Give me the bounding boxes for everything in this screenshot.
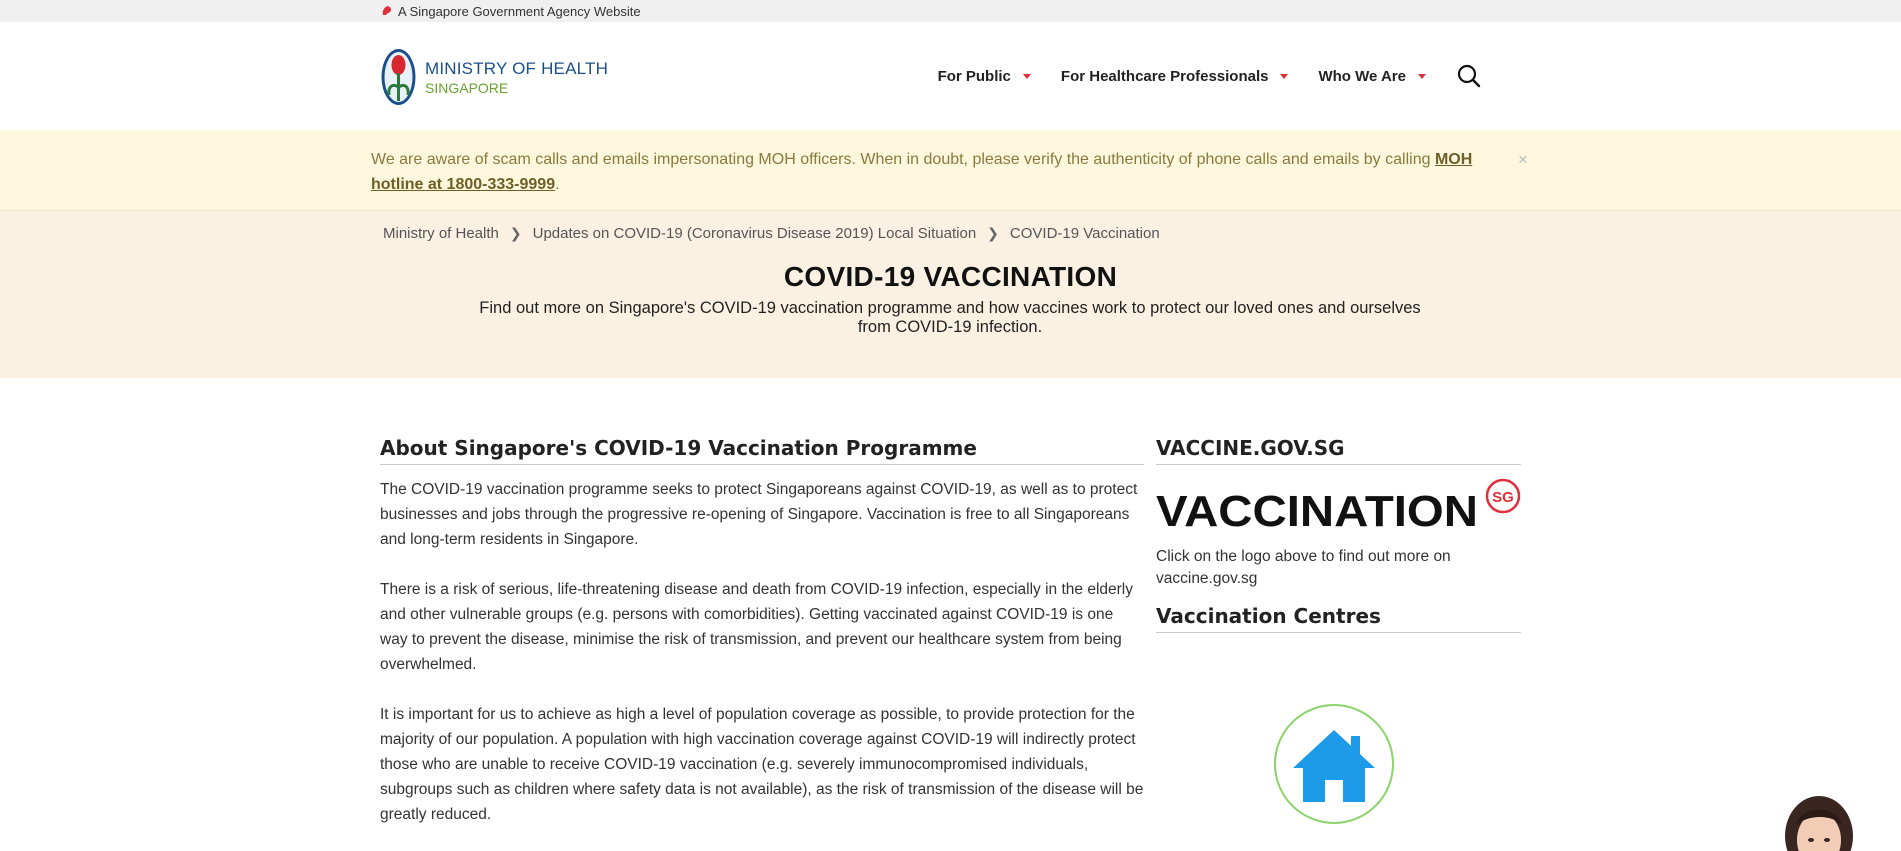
- moh-emblem-icon: [380, 47, 417, 107]
- section-heading: About Singapore's COVID-19 Vaccination Programme: [380, 436, 1144, 465]
- sidebar-heading: VACCINE.GOV.SG: [1156, 436, 1521, 465]
- assistant-avatar-icon: [1778, 796, 1860, 851]
- masthead-text: A Singapore Government Agency Website: [398, 3, 641, 19]
- logo-caption: Click on the logo above to find out more on vaccine.gov.sg: [1156, 548, 1451, 587]
- vaccination-centres-link[interactable]: [1274, 704, 1394, 824]
- breadcrumb-item-current: COVID-19 Vaccination: [1009, 225, 1160, 242]
- paragraph: There is a risk of serious, life-threatening disease and death from COVID-19 infection, especially in the elderly and other vulnerable groups (e.g. persons with comorbidities). Getting vaccinated against COVID-19 is one way to prevent the disease, minimise the risk of transmission, and prevent our healthcare system from being overwhelmed.: [380, 581, 1133, 673]
- breadcrumb-item-moh[interactable]: Ministry of Health: [383, 225, 499, 242]
- centres-heading: Vaccination Centres: [1156, 604, 1521, 633]
- chevron-right-icon: ❯: [509, 225, 522, 241]
- main-content: [0, 378, 1901, 851]
- nav-for-public[interactable]: [938, 68, 1031, 85]
- paragraph: The COVID-19 vaccination programme seeks to protect Singaporeans against COVID-19, as well as to protect businesses and jobs through the progressive re-opening of Singapore. Vaccination is free to all Singaporeans and long-term residents in Singapore.: [380, 481, 1138, 548]
- page-title: COVID-19 VACCINATION: [783, 261, 1118, 292]
- nav-label: For Public: [937, 67, 1011, 85]
- chevron-right-icon: ❯: [987, 225, 999, 241]
- scam-alert-banner: [0, 130, 1901, 211]
- page-hero: [0, 211, 1901, 378]
- page-intro: Find out more on Singapore's COVID-19 vaccination programme and how vaccines work to protect our loved ones and ourselves from COVID-19 infection.: [479, 299, 1421, 336]
- caret-down-icon: [1418, 74, 1426, 79]
- vaccination-sg-logo[interactable]: [1156, 476, 1521, 536]
- search-icon[interactable]: [1456, 63, 1482, 89]
- paragraph: It is important for us to achieve as high a level of population coverage as possible, to provide protection for the majority of our population. A population with high vaccination coverage against COVID-19 will indirectly protect those who are unable to receive COVID-19 vaccination (e.g. severely immunocompromised individuals, subgroups such as children where safety data is not available), as the risk of transmission of the disease will be greatly reduced.: [380, 706, 1144, 823]
- vaccination-logo-text: VACCINATION: [1156, 487, 1478, 536]
- hotline-link[interactable]: MOH hotline at 1800-333-9999: [371, 151, 1473, 193]
- close-icon[interactable]: ×: [1518, 150, 1528, 169]
- logo-title: MINISTRY OF HEALTH: [425, 58, 609, 78]
- moh-logo[interactable]: [380, 47, 608, 107]
- logo-subtitle: SINGAPORE: [425, 79, 509, 96]
- sidebar: [1156, 436, 1521, 633]
- home-icon: [1291, 724, 1377, 804]
- gov-masthead: [0, 0, 1901, 22]
- nav-label: Who We Are: [1318, 67, 1406, 85]
- nav-label: For Healthcare Professionals: [1060, 67, 1269, 85]
- nav-who-we-are[interactable]: [1318, 68, 1426, 85]
- lion-head-icon: [381, 5, 393, 17]
- caret-down-icon: [1023, 74, 1031, 79]
- site-header: [0, 22, 1901, 130]
- main-nav: [908, 22, 1482, 130]
- programme-section: [380, 436, 1144, 827]
- alert-message: We are aware of scam calls and emails impersonating MOH officers. When in doubt, please verify the authenticity of phone calls and emails by calling: [371, 151, 1435, 168]
- alert-text: [371, 147, 1491, 197]
- breadcrumb: [383, 225, 1160, 242]
- breadcrumb-item-covid-updates[interactable]: Updates on COVID-19 (Coronavirus Disease 2019) Local Situation: [532, 225, 977, 242]
- nav-for-healthcare-professionals[interactable]: [1061, 68, 1289, 85]
- caret-down-icon: [1280, 74, 1288, 79]
- sg-badge-text: SG: [1492, 489, 1514, 506]
- chat-assistant-avatar[interactable]: [1778, 796, 1860, 851]
- alert-suffix: .: [555, 176, 560, 193]
